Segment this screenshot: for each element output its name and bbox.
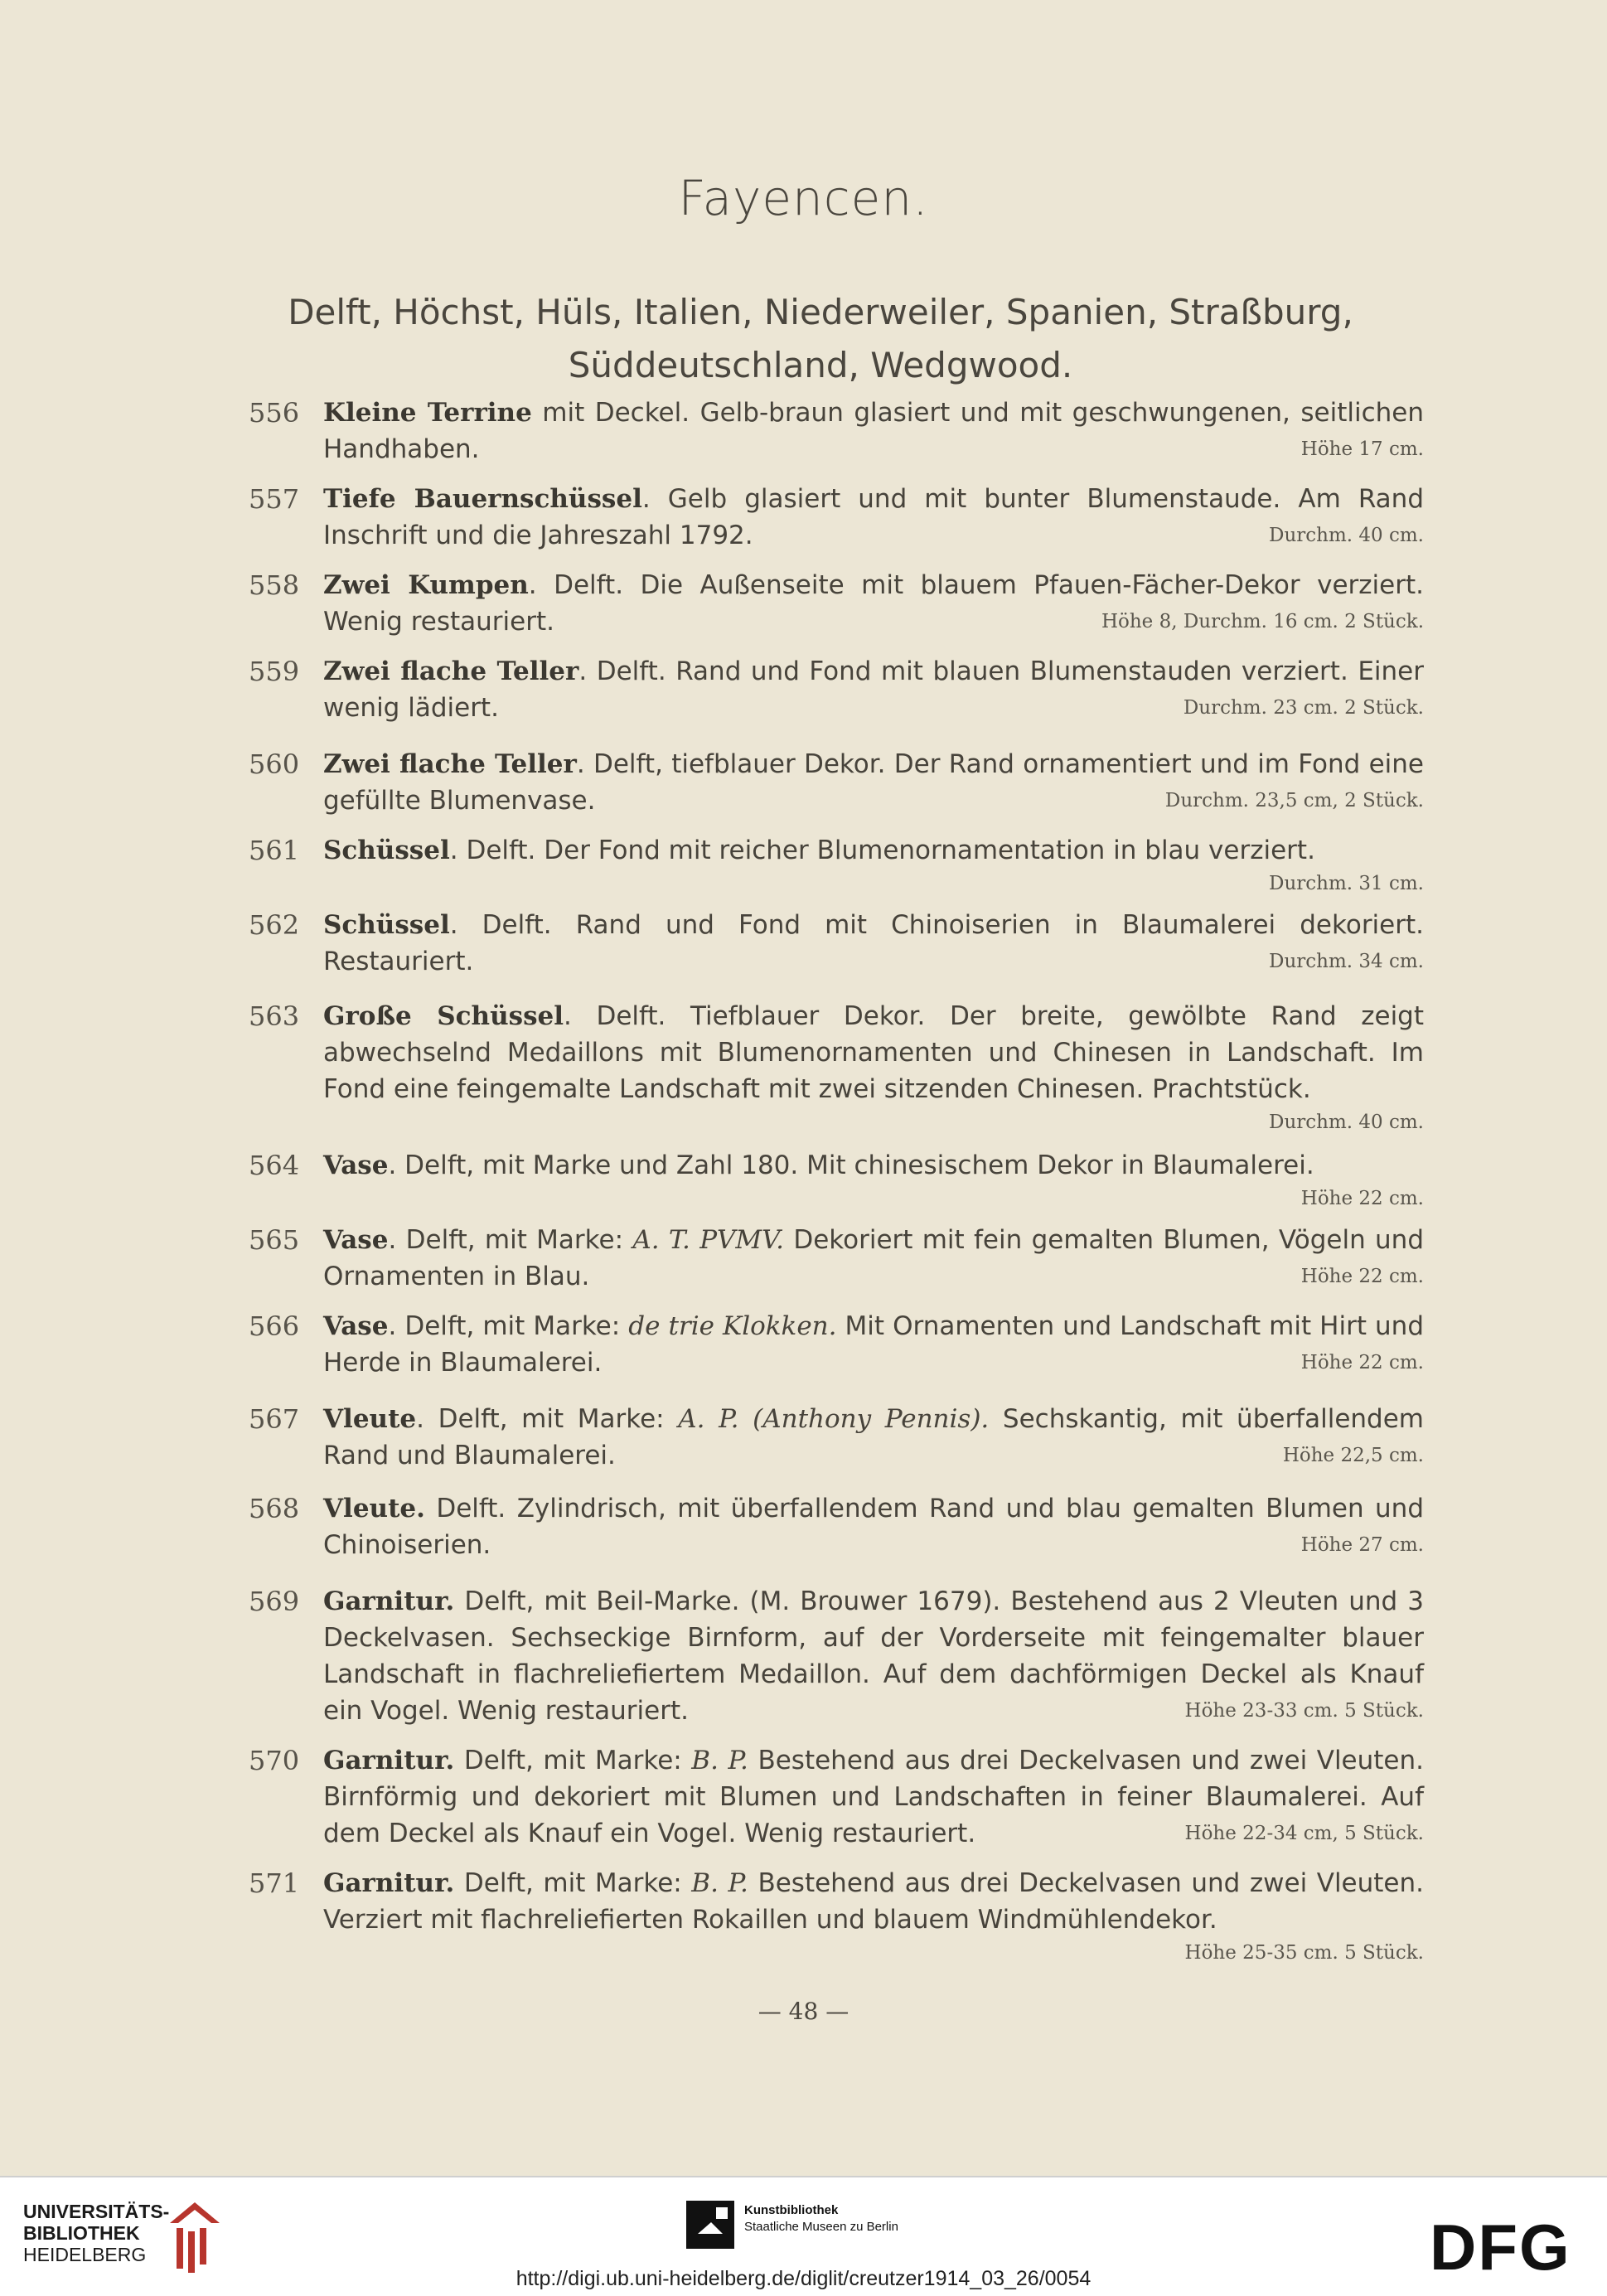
entry-measurements: Höhe 22-34 cm, 5 Stück. bbox=[1184, 1823, 1424, 1844]
catalog-entry bbox=[249, 907, 1424, 980]
entry-heading: Garnitur. bbox=[323, 1868, 455, 1898]
entry-text: . Delft. Rand und Fond mit blauen Blumenstauden verziert. Einer wenig lädiert. bbox=[323, 656, 1424, 723]
entry-text: Delft, mit Marke: bbox=[454, 1746, 692, 1775]
entry-heading: Garnitur. bbox=[323, 1746, 455, 1775]
entry-heading: Zwei flache Teller bbox=[323, 749, 577, 779]
entry-number: 558 bbox=[249, 569, 300, 601]
entry-measurements: Höhe 22 cm. bbox=[1300, 1352, 1424, 1373]
catalog-entry bbox=[249, 746, 1424, 819]
entry-measurements: Höhe 8, Durchm. 16 cm. 2 Stück. bbox=[1101, 611, 1424, 632]
entry-text: Delft, mit Beil-Marke. (M. Brouwer 1679). Bestehend aus 2 Vleuten und 3 Deckelvasen. Sechseckige Birnform, auf der Vorderseite mit feingemalter blauer Landschaft in flachreliefiertem Medaillon. Auf dem dachförmigen Deckel als Knauf ein Vogel. Wenig restauriert. bbox=[323, 1586, 1424, 1726]
entry-text-continued: Sechskantig, mit überfallendem Rand und Blaumalerei. bbox=[323, 1404, 1424, 1470]
entry-text: . Delft, mit Marke: bbox=[416, 1404, 679, 1434]
entry-text: Delft. Zylindrisch, mit überfallendem Rand und blau gemalten Blumen und Chinoiserien. bbox=[323, 1494, 1424, 1560]
entry-number: 565 bbox=[249, 1224, 300, 1256]
entry-number: 563 bbox=[249, 1000, 300, 1032]
entry-mark: B. P. bbox=[691, 1868, 748, 1898]
entry-mark: A. T. PVMV. bbox=[632, 1225, 785, 1255]
footer-bar bbox=[0, 2176, 1607, 2296]
catalog-entry bbox=[249, 1147, 1424, 1213]
entry-mark: B. P. bbox=[691, 1746, 748, 1775]
entry-measurements: Höhe 22 cm. bbox=[1300, 1188, 1424, 1209]
entry-number: 570 bbox=[249, 1745, 300, 1776]
entry-text: . Delft, tiefblauer Dekor. Der Rand ornamentiert und im Fond eine gefüllte Blumenvase. bbox=[323, 749, 1424, 816]
entry-text: Delft, mit Marke: bbox=[454, 1868, 692, 1898]
ub-line-1: UNIVERSITÄTS- bbox=[23, 2201, 170, 2222]
catalog-entry bbox=[249, 481, 1424, 554]
entry-text-continued: Bestehend aus drei Deckelvasen und zwei Vleuten. Verziert mit flachreliefierten Rokaillen und blauem Windmühlendekor. bbox=[323, 1868, 1425, 1935]
catalog-entry bbox=[249, 1865, 1424, 1968]
entry-number: 557 bbox=[249, 483, 300, 515]
catalog-entry bbox=[249, 1490, 1424, 1563]
entry-heading: Zwei Kumpen bbox=[323, 570, 529, 600]
entry-number: 567 bbox=[249, 1403, 300, 1435]
entry-mark: de trie Klokken. bbox=[628, 1311, 837, 1341]
entry-text: . Delft. Rand und Fond mit Chinoiserien in Blaumalerei dekoriert. Restauriert. bbox=[323, 910, 1424, 976]
catalog-entry bbox=[249, 653, 1424, 726]
entry-heading: Vase bbox=[323, 1311, 389, 1341]
entry-measurements: Durchm. 40 cm. bbox=[1269, 525, 1424, 546]
entry-heading: Vase bbox=[323, 1225, 389, 1255]
ub-heidelberg-logo-text[interactable] bbox=[23, 2201, 169, 2265]
entry-text: . Delft. Der Fond mit reicher Blumenornamentation in blau verziert. bbox=[449, 836, 1315, 865]
catalog-entry bbox=[249, 1401, 1424, 1474]
entry-text: . Delft, mit Marke und Zahl 180. Mit chinesischem Dekor in Blaumalerei. bbox=[388, 1150, 1314, 1180]
entry-measurements: Durchm. 34 cm. bbox=[1269, 951, 1424, 972]
entry-text: . Delft, mit Marke: bbox=[388, 1311, 629, 1341]
entry-measurements: Höhe 25-35 cm. 5 Stück. bbox=[1184, 1942, 1424, 1964]
entry-heading: Garnitur. bbox=[323, 1586, 455, 1616]
page-subtitle: Delft, Höchst, Hüls, Italien, Niederweiler, Spanien, Straßburg, Süddeutschland, Wedgwood. bbox=[288, 292, 1353, 385]
entry-heading: Große Schüssel bbox=[323, 1001, 564, 1031]
entry-text-continued: Bestehend aus drei Deckelvasen und zwei Vleuten. Birnförmig und dekoriert mit Blumen und Landschaften in feiner Blaumalerei. Auf dem Deckel als Knauf ein Vogel. Wenig restauriert. bbox=[323, 1746, 1425, 1848]
catalog-entry bbox=[249, 832, 1424, 899]
permalink-url[interactable]: http://digi.ub.uni-heidelberg.de/diglit/creutzer1914_03_26/0054 bbox=[515, 2267, 1092, 2290]
catalog-entry bbox=[249, 567, 1424, 640]
kb-name: Kunstbibliothek bbox=[744, 2203, 839, 2217]
page-number: — 48 — bbox=[758, 1998, 849, 2025]
entry-number: 569 bbox=[249, 1586, 300, 1617]
entry-measurements: Höhe 22 cm. bbox=[1300, 1266, 1424, 1287]
entry-number: 568 bbox=[249, 1493, 300, 1524]
entry-mark: A. P. (Anthony Pennis). bbox=[678, 1404, 990, 1434]
catalog-entry bbox=[249, 998, 1424, 1137]
entry-number: 556 bbox=[249, 397, 300, 429]
entry-heading: Schüssel bbox=[323, 836, 450, 865]
catalog-entry bbox=[249, 1742, 1424, 1852]
entry-number: 564 bbox=[249, 1150, 300, 1181]
entry-text: . Delft, mit Marke: bbox=[388, 1225, 633, 1255]
entry-text-continued: Mit Ornamenten und Landschaft mit Hirt und Herde in Blaumalerei. bbox=[323, 1311, 1425, 1378]
dfg-logo[interactable]: DFG bbox=[1430, 2211, 1571, 2284]
page-title: Fayencen. bbox=[678, 170, 929, 226]
catalog-entry bbox=[249, 1308, 1424, 1381]
entry-heading: Zwei flache Teller bbox=[323, 656, 579, 686]
entry-measurements: Durchm. 40 cm. bbox=[1269, 1112, 1424, 1133]
entry-text: mit Deckel. Gelb-braun glasiert und mit geschwungenen, seitlichen Handhaben. bbox=[323, 398, 1424, 464]
entry-heading: Vleute bbox=[323, 1404, 417, 1434]
entry-text-continued: Dekoriert mit fein gemalten Blumen, Vögeln und Ornamenten in Blau. bbox=[323, 1225, 1425, 1291]
entry-number: 566 bbox=[249, 1310, 300, 1342]
catalog-entry bbox=[249, 1583, 1424, 1729]
entry-heading: Vase bbox=[323, 1150, 389, 1180]
entry-number: 571 bbox=[249, 1867, 300, 1899]
entry-measurements: Höhe 23-33 cm. 5 Stück. bbox=[1184, 1700, 1424, 1722]
entry-measurements: Durchm. 23,5 cm, 2 Stück. bbox=[1164, 790, 1424, 811]
catalog-entry bbox=[249, 395, 1424, 467]
entry-measurements: Durchm. 31 cm. bbox=[1269, 873, 1424, 894]
entry-heading: Vleute. bbox=[323, 1494, 425, 1523]
entry-number: 559 bbox=[249, 656, 300, 687]
entry-heading: Schüssel bbox=[323, 910, 450, 940]
entry-heading: Kleine Terrine bbox=[323, 398, 532, 428]
entry-measurements: Höhe 22,5 cm. bbox=[1282, 1445, 1424, 1466]
kunstbibliothek-credit[interactable] bbox=[680, 2202, 898, 2235]
entry-text: . Gelb glasiert und mit bunter Blumenstaude. Am Rand Inschrift und die Jahreszahl 1792. bbox=[323, 484, 1425, 550]
entry-number: 561 bbox=[249, 835, 300, 866]
entry-text: . Delft. Tiefblauer Dekor. Der breite, gewölbte Rand zeigt abwechselnd Medaillons mit Blumenornamenten und Chinesen in Landschaft. Im Fond eine feingemalte Landschaft mit zwei sitzenden Chinesen. Prachtstück. bbox=[323, 1001, 1425, 1104]
entry-number: 560 bbox=[249, 748, 300, 780]
ub-line-3: HEIDELBERG bbox=[23, 2244, 147, 2265]
kb-institution: Staatliche Museen zu Berlin bbox=[744, 2220, 898, 2234]
entry-measurements: Höhe 27 cm. bbox=[1300, 1534, 1424, 1556]
entry-measurements: Durchm. 23 cm. 2 Stück. bbox=[1183, 697, 1424, 719]
entry-text: . Delft. Die Außenseite mit blauem Pfauen-Fächer-Dekor verziert. Wenig restauriert. bbox=[323, 570, 1424, 637]
ub-heidelberg-emblem-icon bbox=[162, 2198, 228, 2277]
entry-heading: Tiefe Bauernschüssel bbox=[323, 484, 642, 514]
catalog-entry bbox=[249, 1222, 1424, 1295]
ub-line-2: BIBLIOTHEK bbox=[23, 2222, 140, 2244]
entry-measurements: Höhe 17 cm. bbox=[1300, 438, 1424, 460]
entry-number: 562 bbox=[249, 909, 300, 941]
